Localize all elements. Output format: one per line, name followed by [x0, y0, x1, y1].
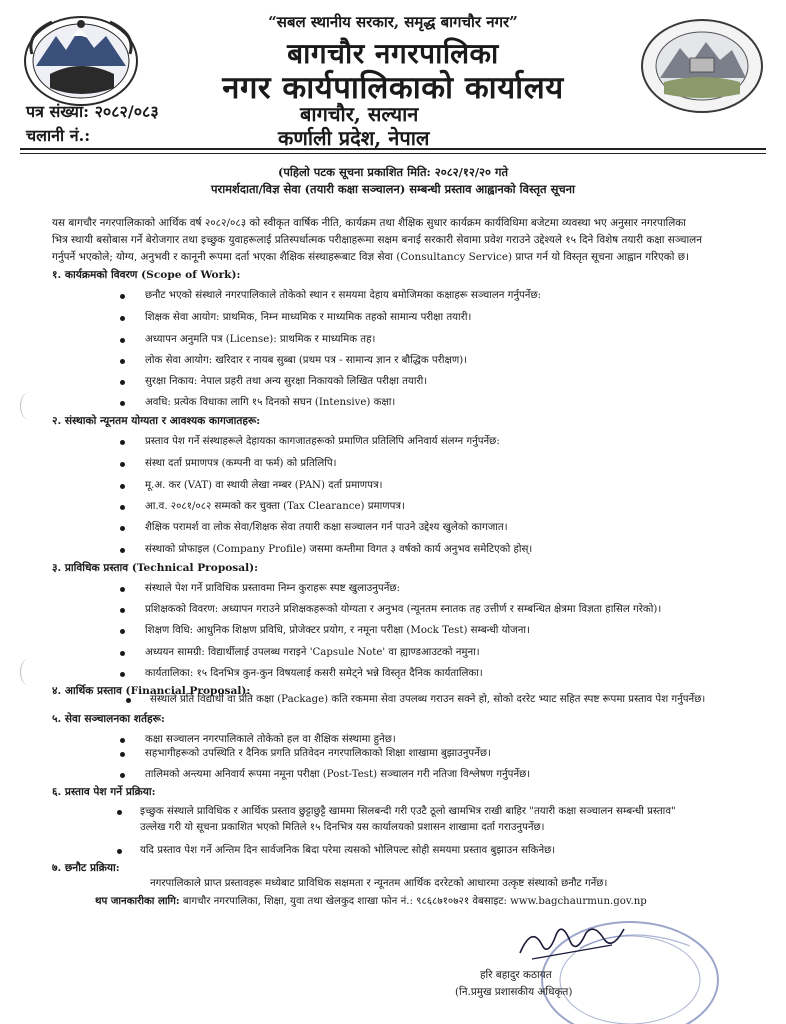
- intro-line: भित्र स्थायी बसोबास गर्ने बेरोजगार तथा इच्छुक युवाहरूलाई प्रतिस्पर्धात्मक परीक्षाहरूमा सक्षम बनाई सरकारी सेवामा प्रवेश गराउने उद्देश्यले १५ दिने विशेष तयारी कक्षा सञ्चालन: [52, 234, 702, 246]
- signatory-name: हरि बहादुर कठायत: [480, 969, 552, 981]
- bullet: [120, 462, 125, 467]
- list-item: लोक सेवा आयोग: खरिदार र नायब सुब्बा (प्रथम पत्र - सामान्य ज्ञान र बौद्धिक परीक्षण)।: [145, 355, 468, 366]
- contact-line: [95, 893, 647, 907]
- signature-icon: [512, 915, 632, 965]
- list-item: यदि प्रस्ताव पेश गर्ने अन्तिम दिन सार्वजनिक बिदा परेमा त्यसको भोलिपल्ट सोही समयमा प्रस्ताव बुझाउन सकिनेछ।: [140, 845, 556, 856]
- bullet: [117, 849, 122, 854]
- bullet: [120, 608, 125, 613]
- list-item: प्रशिक्षकको विवरण: अध्यापन गराउने प्रशिक्षकहरूको योग्यता र अनुभव (न्यूनतम स्नातक तह उत्तीर्ण र सम्बन्धित क्षेत्रमा विज्ञता हासिल गरेको)।: [145, 604, 662, 615]
- list-item: इच्छुक संस्थाले प्राविधिक र आर्थिक प्रस्ताव छुट्टाछुट्टै खाममा सिलबन्दी गरी एउटै ठूलो खामभित्र राखी बाहिर "तयारी कक्षा सञ्चालन सम्बन्धी प्रस्ताव": [140, 806, 676, 817]
- dispatch-number: चलानी नं.:: [26, 126, 91, 145]
- punch-hole: [20, 658, 39, 686]
- punch-hole: [20, 392, 39, 420]
- section-heading-submission: ६. प्रस्ताव पेश गर्ने प्रक्रिया:: [52, 786, 156, 798]
- contact-label: थप जानकारीका लागि:: [95, 895, 180, 907]
- list-item: शिक्षक सेवा आयोग: प्राथमिक, निम्न माध्यमिक र माध्यमिक तहको सामान्य परीक्षा तयारी।: [145, 312, 472, 323]
- intro-line: यस बागचौर नगरपालिकाको आर्थिक वर्ष २०८२/०८३ को स्वीकृत वार्षिक नीति, कार्यक्रम तथा शैक्षिक सुधार कार्यक्रम कार्यविधिमा बजेटमा व्यवस्था भए अनुसार नगरपालिका: [52, 217, 686, 229]
- bullet: [120, 651, 125, 656]
- list-item: अवधि: प्रत्येक विधाका लागि १५ दिनको सघन (Intensive) कक्षा।: [145, 397, 396, 408]
- list-item: सहभागीहरूको उपस्थिति र दैनिक प्रगति प्रतिवेदन नगरपालिकाको शिक्षा शाखामा बुझाउनुपर्नेछ।: [145, 748, 491, 759]
- section-heading-selection: ७. छनौट प्रक्रिया:: [52, 862, 120, 874]
- bullet: [120, 548, 125, 553]
- bullet: [120, 672, 125, 677]
- list-item: संस्था दर्ता प्रमाणपत्र (कम्पनी वा फर्म) को प्रतिलिपि।: [145, 458, 337, 469]
- list-item: अध्यापन अनुमति पत्र (License): प्राथमिक र माध्यमिक तह।: [145, 334, 376, 345]
- bullet: [120, 401, 125, 406]
- intro-paragraph: [52, 215, 742, 266]
- office-name: नगर कार्यपालिकाको कार्यालय: [222, 70, 564, 106]
- bullet: [120, 294, 125, 299]
- bullet: [117, 810, 122, 815]
- signatory-title: (नि.प्रमुख प्रशासकीय अधिकृत): [455, 986, 573, 998]
- slogan: “सबल स्थानीय सरकार, समृद्ध बागचौर नगर”: [268, 13, 518, 31]
- bullet: [126, 698, 131, 703]
- section-heading-technical: ३. प्राविधिक प्रस्ताव (Technical Proposal):: [52, 562, 259, 574]
- list-item: कार्यतालिका: १५ दिनभित्र कुन-कुन विषयलाई कसरी समेट्ने भन्ने विस्तृत दैनिक कार्यतालिका।: [145, 668, 483, 679]
- intro-line: गर्नुपर्ने भएकोले; योग्य, अनुभवी र कानूनी रूपमा दर्ता भएका शैक्षिक संस्थाहरूबाट विज्ञ सेवा (Consultancy Service) प्राप्त गर्न यो विस्तृत सूचना आह्वान गरिएको छ।: [52, 251, 689, 263]
- section-heading-financial: ४. आर्थिक प्रस्ताव (Financial Proposal):: [52, 685, 251, 697]
- bullet: [120, 587, 125, 592]
- header-divider-thin: [20, 153, 766, 154]
- publish-date-line: (पहिलो पटक सूचना प्रकाशित मिति: २०८२/१२/२० गते: [277, 165, 509, 179]
- list-item: छनौट भएको संस्थाले नगरपालिकाले तोकेको स्थान र समयमा देहाय बमोजिमका कक्षाहरू सञ्चालन गर्नुपर्नेछ:: [145, 290, 542, 301]
- bullet: [120, 526, 125, 531]
- section-heading-scope: १. कार्यक्रमको विवरण (Scope of Work):: [52, 269, 241, 281]
- bullet: [120, 752, 125, 757]
- bullet: [120, 316, 125, 321]
- list-item: आ.व. २०८१/०८२ सम्मको कर चुक्ता (Tax Clearance) प्रमाणपत्र।: [145, 501, 405, 512]
- list-item-continued: उल्लेख गरी यो सूचना प्रकाशित भएको मितिले १५ दिनभित्र यस कार्यालयको प्रशासन शाखामा दर्ता गराउनुपर्नेछ।: [140, 822, 545, 833]
- section-heading-conditions: ५. सेवा सञ्चालनका शर्तहरू:: [52, 713, 165, 725]
- bullet: [120, 629, 125, 634]
- bullet: [120, 773, 125, 778]
- list-item: शिक्षण विधि: आधुनिक शिक्षण प्रविधि, प्रोजेक्टर प्रयोग, र नमूना परीक्षा (Mock Test) सम्बन्धी योजना।: [145, 625, 530, 636]
- list-item: संस्थाको प्रोफाइल (Company Profile) जसमा कम्तीमा विगत ३ वर्षको कार्य अनुभव समेटिएको होस्।: [145, 544, 533, 555]
- notice-title: परामर्शदाता/विज्ञ सेवा (तयारी कक्षा सञ्चालन) सम्बन्धी प्रस्ताव आह्वानको विस्तृत सूचना: [210, 182, 576, 196]
- contact-details: बागचौर नगरपालिका, शिक्षा, युवा तथा खेलकुद शाखा फोन नं.: ९८६८७१०७२१ वेबसाइट: www.bagchaurmun.gov.np: [182, 896, 647, 907]
- bullet: [120, 484, 125, 489]
- reference-number: पत्र संख्या: २०८२/०८३: [26, 102, 159, 121]
- list-item: तालिमको अन्त्यमा अनिवार्य रूपमा नमूना परीक्षा (Post-Test) सञ्चालन गरी नतिजा विश्लेषण गर्नुपर्नेछ।: [145, 769, 531, 780]
- bullet: [120, 380, 125, 385]
- bullet: [120, 359, 125, 364]
- list-item: सुरक्षा निकाय: नेपाल प्रहरी तथा अन्य सुरक्षा निकायको लिखित परीक्षा तयारी।: [145, 376, 428, 387]
- list-item: शैक्षिक परामर्श वा लोक सेवा/शिक्षक सेवा तयारी कक्षा सञ्चालन गर्न पाउने उद्देश्य खुलेको कागजात।: [145, 522, 508, 533]
- municipality-name: बागचौर नगरपालिका: [287, 37, 499, 70]
- address-line-2: कर्णाली प्रदेश, नेपाल: [278, 126, 430, 150]
- list-item: मू.अ. कर (VAT) वा स्थायी लेखा नम्बर (PAN) दर्ता प्रमाणपत्र।: [145, 480, 383, 491]
- list-item: अध्ययन सामग्री: विद्यार्थीलाई उपलब्ध गराइने 'Capsule Note' वा ह्याण्डआउटको नमुना।: [145, 647, 480, 658]
- bullet: [120, 338, 125, 343]
- selection-text: नगरपालिकाले प्राप्त प्रस्तावहरू मध्येबाट प्राविधिक सक्षमता र न्यूनतम आर्थिक दररेटको आधारमा उत्कृष्ट संस्थाको छनौट गर्नेछ।: [150, 878, 608, 889]
- list-item: कक्षा सञ्चालन नगरपालिकाले तोकेको हल वा शैक्षिक संस्थामा हुनेछ।: [145, 734, 396, 745]
- bullet: [120, 505, 125, 510]
- list-item: प्रस्ताव पेश गर्ने संस्थाहरूले देहायका कागजातहरूको प्रमाणित प्रतिलिपि अनिवार्य संलग्न गर्नुपर्नेछ:: [145, 436, 500, 447]
- section-heading-qualification: २. संस्थाको न्यूनतम योग्यता र आवश्यक कागजातहरू:: [52, 415, 261, 427]
- list-item: संस्थाले पेश गर्ने प्राविधिक प्रस्तावमा निम्न कुराहरू स्पष्ट खुलाउनुपर्नेछ:: [145, 583, 400, 594]
- address-line-1: बागचौर, सल्यान: [300, 102, 419, 126]
- bullet: [120, 738, 125, 743]
- bullet: [120, 440, 125, 445]
- list-item: संस्थाले प्रति विद्यार्थी वा प्रति कक्षा (Package) कति रकममा सेवा उपलब्ध गराउन सक्ने हो, सोको दररेट भ्याट सहित स्पष्ट रूपमा प्रस्ताव पेश गर्नुपर्नेछ।: [150, 694, 706, 705]
- header-divider: [20, 148, 766, 150]
